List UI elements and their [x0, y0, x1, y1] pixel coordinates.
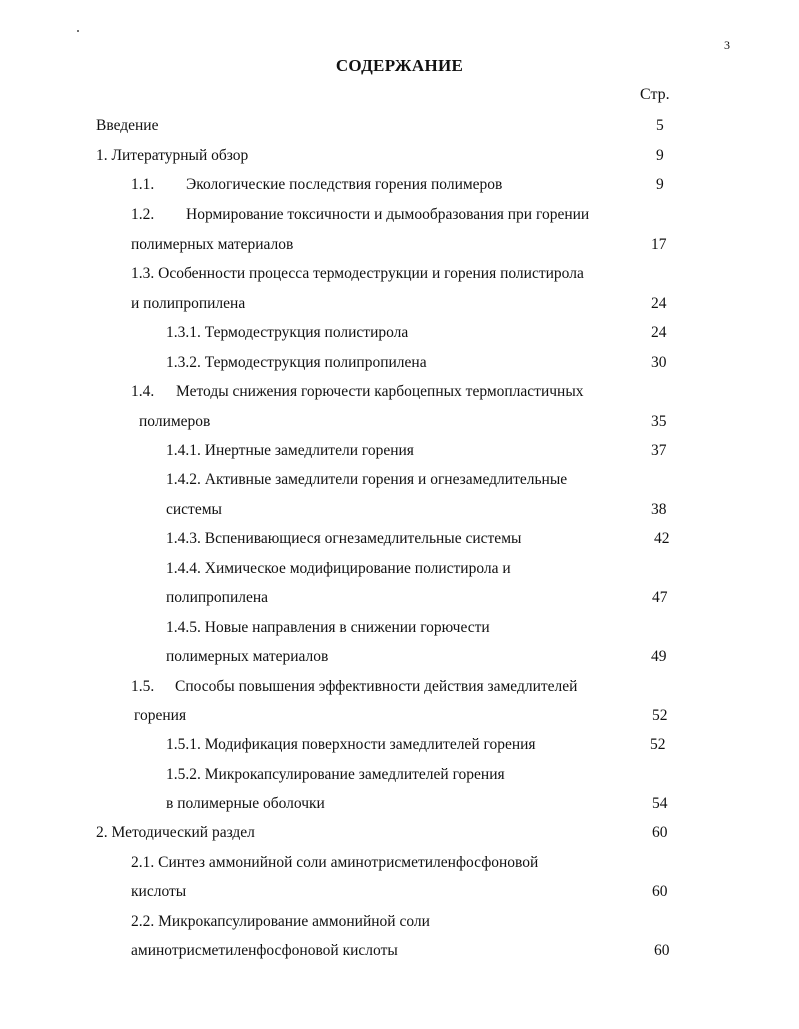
toc-entry-label: 1.5.2. Микрокапсулирование замедлителей горения: [166, 766, 505, 783]
toc-entry-label: 1.5.1. Модификация поверхности замедлителей горения: [166, 736, 536, 753]
page-title: СОДЕРЖАНИЕ: [335, 56, 464, 75]
toc-entry-label: 1.4.2. Активные замедлители горения и огнезамедлительные: [166, 471, 568, 488]
toc-entry-label-cont: полипропилена: [166, 589, 269, 606]
toc-entry-page: 17: [651, 236, 667, 253]
toc-entry-page: 9: [656, 176, 664, 193]
scan-speck: [77, 30, 79, 32]
toc-entry-page: 37: [651, 442, 667, 459]
toc-entry-label: 1.4.3. Вспенивающиеся огнезамедлительные системы: [166, 530, 522, 547]
toc-entry-label-cont: горения: [134, 707, 187, 724]
toc-entry-page: 24: [651, 295, 667, 312]
page-column-header: Стр.: [640, 86, 670, 103]
toc-entry-page: 35: [651, 413, 667, 430]
toc-entry-label: Нормирование токсичности и дымообразования при горении: [186, 206, 590, 223]
toc-entry-number: 1.1.: [131, 176, 155, 193]
toc-entry-label: Методы снижения горючести карбоцепных термопластичных: [176, 383, 584, 400]
toc-entry-page: 9: [656, 147, 664, 164]
toc-entry-page: 52: [652, 707, 668, 724]
toc-entry-label-cont: полимерных материалов: [131, 236, 294, 253]
toc-entry-label: 2.2. Микрокапсулирование аммонийной соли: [131, 913, 430, 930]
toc-entry-label: 2.1. Синтез аммонийной соли аминотрисметиленфосфоновой: [131, 854, 539, 871]
toc-entry-page: 52: [650, 736, 666, 753]
toc-entry-page: 60: [654, 942, 670, 959]
toc-entry-label: 1.4.4. Химическое модифицирование полистирола и: [166, 560, 511, 577]
toc-entry-page: 60: [652, 883, 668, 900]
toc-entry-label: 1.4.5. Новые направления в снижении горючести: [166, 619, 490, 636]
toc-entry-page: 42: [654, 530, 670, 547]
toc-entry-label: 1.3.1. Термодеструкция полистирола: [166, 324, 409, 341]
toc-entry-page: 38: [651, 501, 667, 518]
toc-entry-page: 54: [652, 795, 668, 812]
toc-entry-page: 47: [652, 589, 668, 606]
toc-entry-label-cont: полимерных материалов: [166, 648, 329, 665]
toc-entry-label: 1.3. Особенности процесса термодеструкции и горения полистирола: [131, 265, 584, 282]
toc-entry-page: 49: [651, 648, 667, 665]
toc-entry-page: 60: [652, 824, 668, 841]
toc-entry-number: 1.2.: [131, 206, 155, 223]
toc-entry-label: Экологические последствия горения полимеров: [186, 176, 503, 193]
toc-entry-label: 1.4.1. Инертные замедлители горения: [166, 442, 414, 459]
page-number: 3: [724, 38, 730, 52]
toc-entry-label: 1. Литературный обзор: [96, 147, 249, 164]
toc-entry-label: Введение: [96, 117, 159, 134]
toc-entry-number: 1.4.: [131, 383, 155, 400]
toc-entry-label-cont: аминотрисметиленфосфоновой кислоты: [131, 942, 398, 959]
toc-entry-page: 30: [651, 354, 667, 371]
toc-entry-label-cont: полимеров: [139, 413, 211, 430]
toc-entry-label: Способы повышения эффективности действия замедлителей: [175, 678, 578, 695]
toc-entry-label: 2. Методический раздел: [96, 824, 255, 841]
toc-entry-label-cont: и полипропилена: [131, 295, 246, 312]
toc-entry-label-cont: в полимерные оболочки: [166, 795, 325, 812]
toc-entry-label-cont: системы: [166, 501, 222, 518]
toc-entry-page: 5: [656, 117, 664, 134]
toc-entry-label: 1.3.2. Термодеструкция полипропилена: [166, 354, 427, 371]
toc-entry-number: 1.5.: [131, 678, 155, 695]
toc-entry-label-cont: кислоты: [131, 883, 187, 900]
toc-entry-page: 24: [651, 324, 667, 341]
